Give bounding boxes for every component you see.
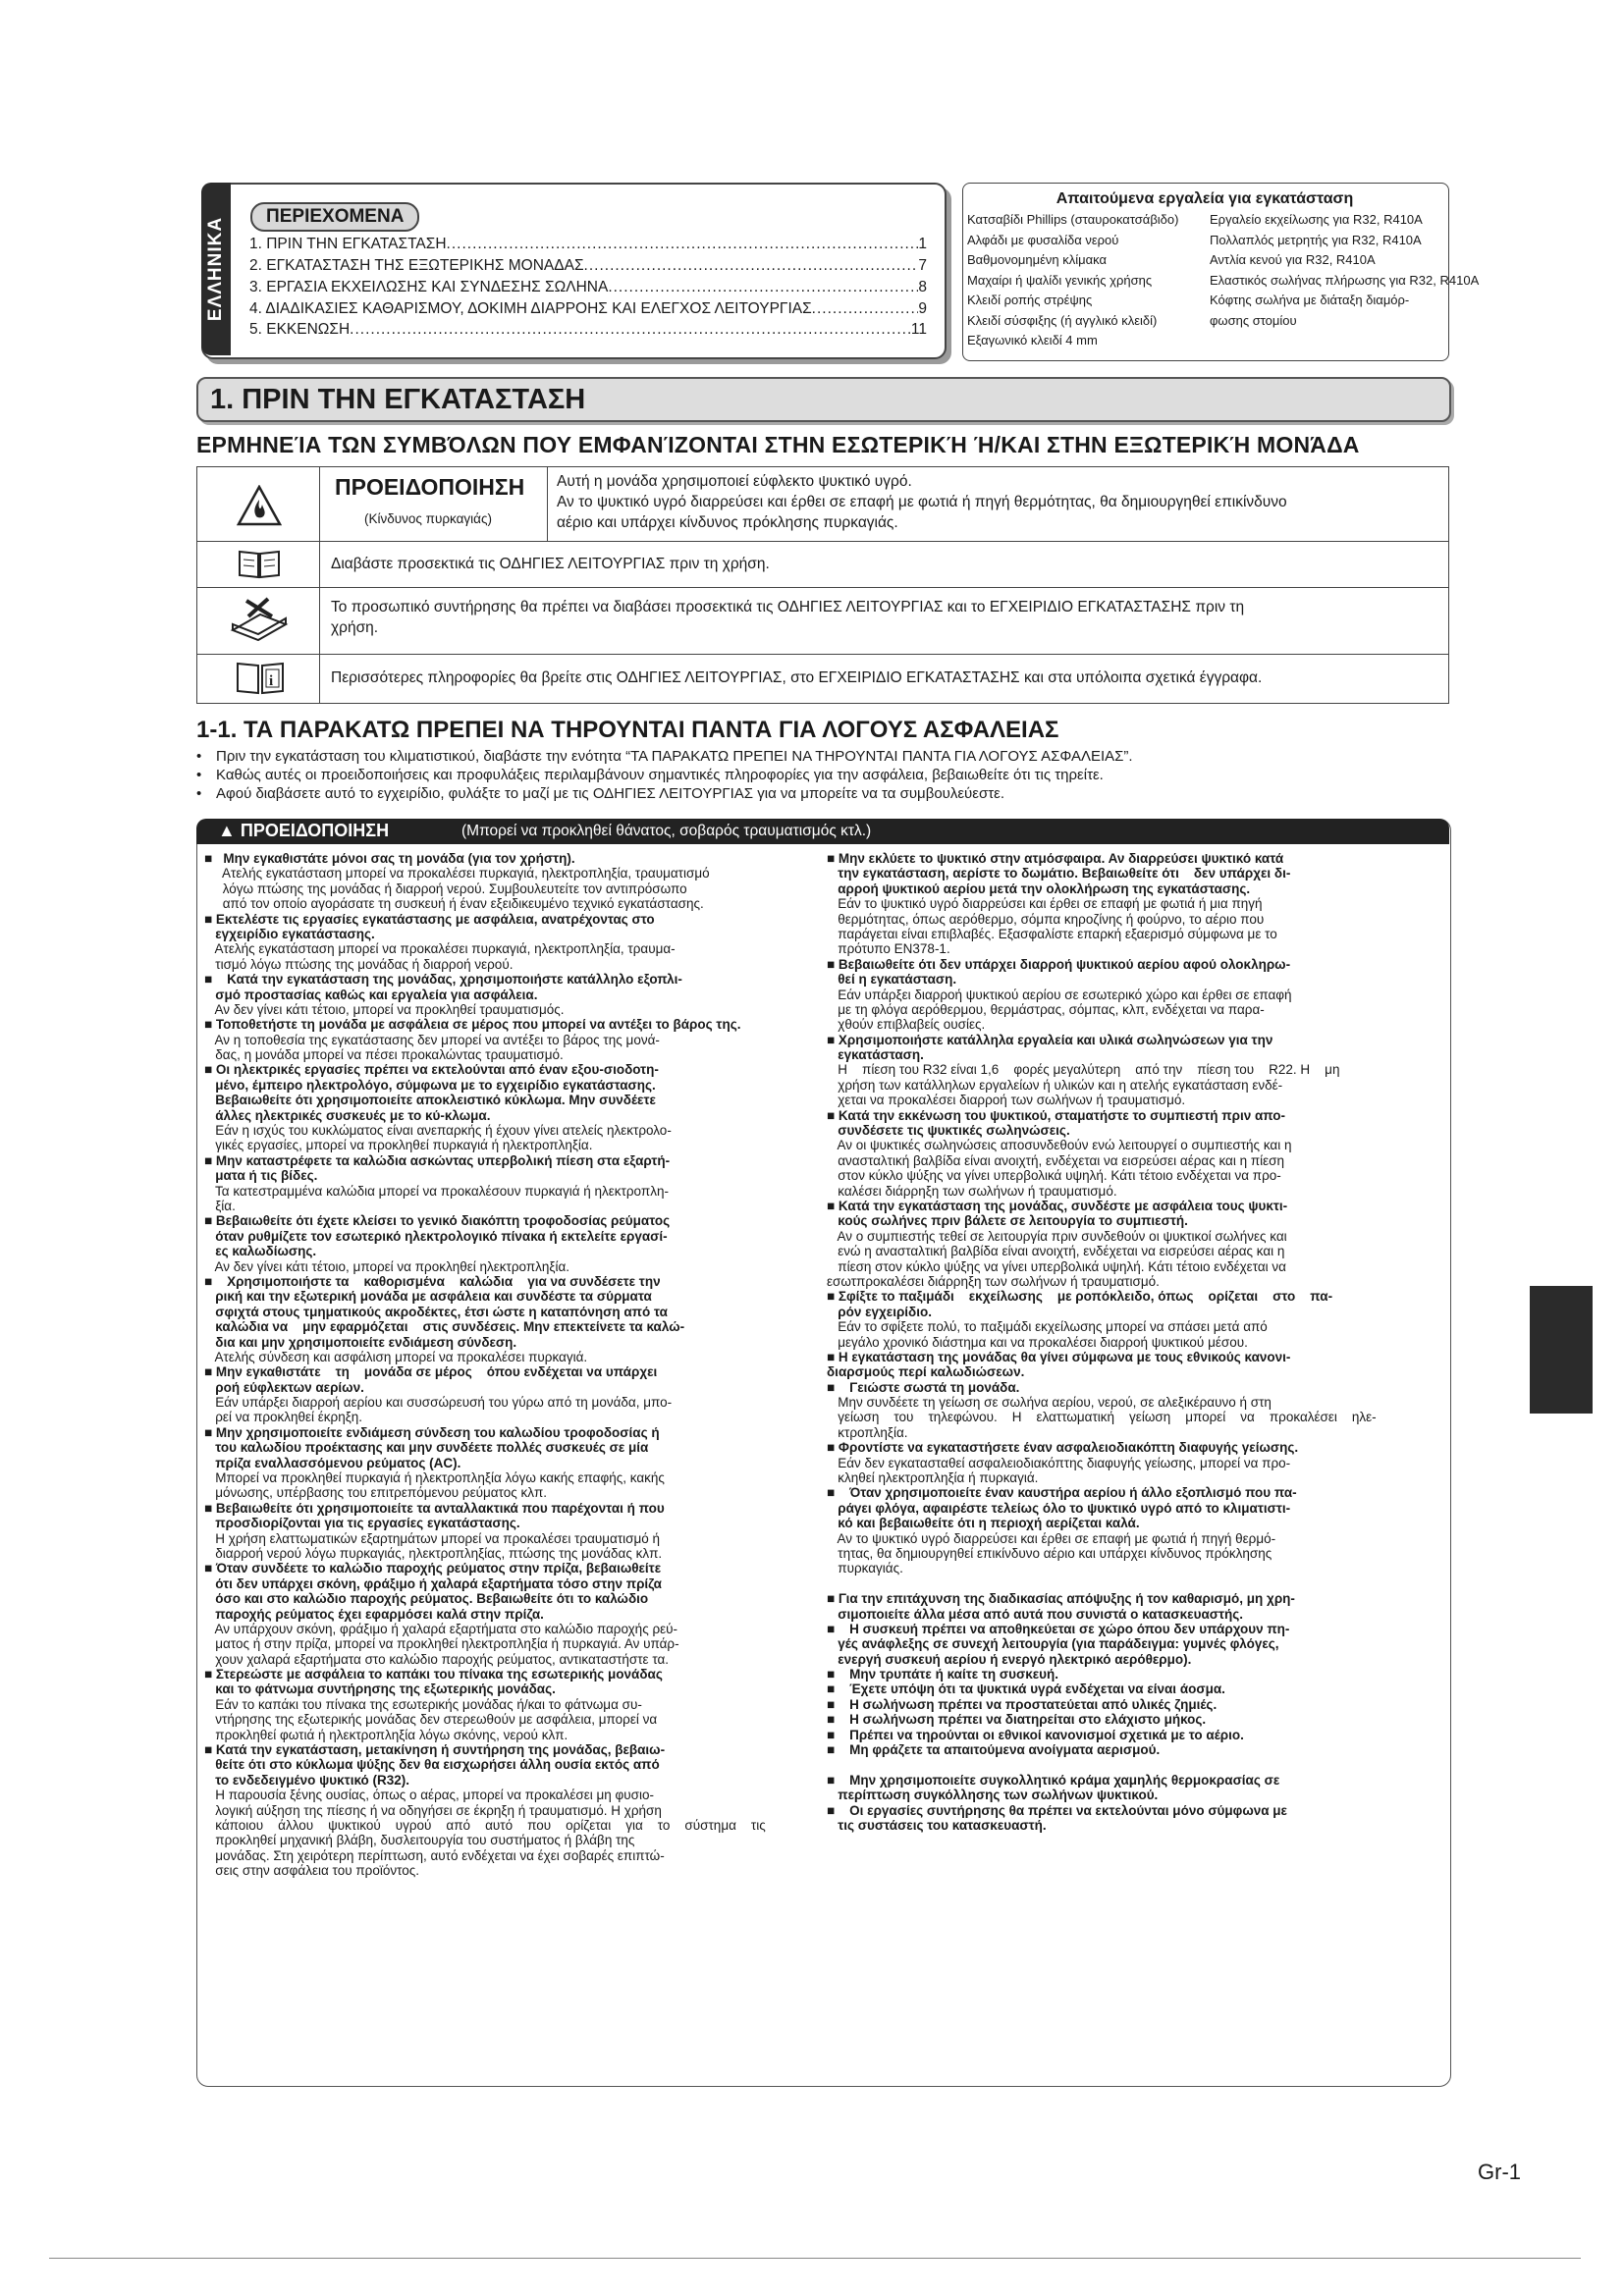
warning-line: ■ Βεβαιωθείτε ότι χρησιμοποιείτε τα ανταλλακτικά που παρέχονται ή που <box>204 1500 665 1516</box>
warning-line: περίπτωση συγκόλλησης των σωλήνων ψυκτικού. <box>827 1788 1159 1803</box>
warning-line: ■ Βεβαιωθείτε ότι δεν υπάρχει διαρροή ψυκτικού αερίου αφού ολοκληρω- <box>827 956 1291 972</box>
toc-item[interactable]: 2. ΕΓΚΑΤΑΣΤΑΣΗ ΤΗΣ ΕΞΩΤΕΡΙΚΗΣ ΜΟΝΑΔΑΣ ..... 7 <box>249 257 927 275</box>
warning-line: Εάν το καπάκι του πίνακα της εσωτερικής μονάδας ή/και το φάτνωμα συ- <box>204 1696 642 1712</box>
warning-line: ρική και την εξωτερική μονάδα με ασφάλεια και συνδέστε τα σύρματα <box>204 1289 652 1305</box>
safety-section-title: 1-1. ΤΑ ΠΑΡΑΚΑΤΩ ΠΡΕΠΕΙ ΝΑ ΤΗΡΟΥΝΤΑΙ ΠΑΝΤΑ ΓΙΑ ΛΟΓΟΥΣ ΑΣΦΑΛΕΙΑΣ <box>196 717 1059 743</box>
warning-line: ενεργή συσκευή αερίου ή ενεργό ηλεκτρικό αερόθερμο). <box>827 1651 1192 1667</box>
warning-line: προκληθεί φωτιά ή ηλεκτροπληξία λόγω σκόνης, νερού κλπ. <box>204 1727 568 1742</box>
warning-line: κό και βεβαιωθείτε ότι η περιοχή αερίζεται καλά. <box>827 1516 1140 1531</box>
warning-line: δας, η μονάδα μπορεί να πέσει προκαλώντας τραυματισμό. <box>204 1047 564 1063</box>
warning-line: πρότυπο EN378-1. <box>827 941 950 957</box>
tool-item: Πολλαπλός μετρητής για R32, R410A <box>1210 232 1422 247</box>
warning-line: χεται να προκαλέσει διαρροή των σωλήνων ή τραυματισμό. <box>827 1093 1186 1108</box>
warning-line: το ενδεδειγμένο ψυκτικό (R32). <box>204 1772 410 1788</box>
warning-line: Ατελής σύνδεση και ασφάλιση μπορεί να προκαλέσει πυρκαγιά. <box>204 1349 588 1364</box>
warning-line: διαρροή νερού λόγω πυρκαγιάς, ηλεκτροπληξίας, πτώσης της μονάδας κλπ. <box>204 1545 663 1561</box>
warning-line: όταν ρυθμίζετε τον εσωτερικό ηλεκτρολογικό πίνακα ή εκτελείτε εργασί- <box>204 1228 668 1244</box>
warning-line: ■ Βεβαιωθείτε ότι έχετε κλείσει το γενικό διακόπτη τροφοδοσίας ρεύματος <box>204 1213 671 1229</box>
warning-line: ■ Όταν συνδέετε το καλώδιο παροχής ρεύματος στην πρίζα, βεβαιωθείτε <box>204 1561 662 1576</box>
tools-title: Απαιτούμενα εργαλεία για εγκατάσταση <box>1056 190 1354 207</box>
tool-item: Εργαλείο εκχείλωσης για R32, R410A <box>1210 212 1423 227</box>
warning-line: ■ Μην εγκαθιστάτε τη μονάδα σε μέρος όπου ενδέχεται να υπάρχει <box>204 1364 658 1380</box>
warning-line: κληθεί ηλεκτροπληξία ή πυρκαγιά. <box>827 1470 1039 1486</box>
section-heading <box>196 377 1451 422</box>
warning-line: προκληθεί μηχανική βλάβη, δυσλειτουργία του συστήματος ή βλάβη της <box>204 1833 635 1848</box>
warning-line: ■ Μη φράζετε τα απαιτούμενα ανοίγματα αερισμού. <box>827 1742 1161 1758</box>
warning-line: τις συστάσεις του κατασκευαστή. <box>827 1818 1047 1833</box>
tools-list-left <box>967 210 1203 351</box>
warning-line: γές ανάφλεξης σε συνεχή λειτουργία (για παράδειγμα: γυμνές φλόγες, <box>827 1636 1279 1652</box>
more-info-text: Περισσότερες πληροφορίες θα βρείτε στις ΟΔΗΓΙΕΣ ΛΕΙΤΟΥΡΓΙΑΣ, στο ΕΓΧΕΙΡΙΔΙΟ ΕΓΚΑΤΑΣΤΑΣΗΣ και στα υπόλοιπα σχετικά έγγραφα. <box>331 669 1263 686</box>
warning-line: Αν ο συμπιεστής τεθεί σε λειτουργία πριν συνδεθούν οι ψυκτικοί σωλήνες και <box>827 1228 1287 1244</box>
warning-line: ■ Χρησιμοποιήστε τα καθορισμένα καλώδια για να συνδέσετε την <box>204 1273 661 1289</box>
warning-line: δια και μην χρησιμοποιείτε ενδιάμεση σύνδεση. <box>204 1334 517 1350</box>
warning-line: παροχής ρεύματος έχει εφαρμόσει καλά στην πρίζα. <box>204 1606 544 1622</box>
warning-column-right <box>827 851 1440 1833</box>
page-number: Gr-1 <box>1478 2160 1521 2184</box>
warning-line: θερμότητας, όπως αερόθερμο, σόμπα κηροζίνης ή φούρνο, το αέριο που <box>827 911 1265 927</box>
toc-item[interactable]: 5. ΕΚΚΕΝΩΣΗ ..... 11 <box>249 321 927 339</box>
warning-line: Εάν υπάρξει διαρροή αερίου και συσσώρευσή του γύρω από τη μονάδα, μπο- <box>204 1395 673 1411</box>
warning-line: συνδέσετε τις ψυκτικές σωληνώσεις. <box>827 1123 1070 1139</box>
warning-line: καλώδια να μην εφαρμόζεται στις συνδέσεις. Μην επεκτείνετε τα καλώ- <box>204 1319 685 1335</box>
warning-line: ■ Τοποθετήστε τη μονάδα με ασφάλεια σε μέρος που μπορεί να αντέξει το βάρος της. <box>204 1017 741 1033</box>
warning-line: ■ Κατά την εγκατάσταση, μετακίνηση ή συντήρηση της μονάδας, βεβαιω- <box>204 1742 666 1758</box>
tool-item: Αντλία κενού για R32, R410A <box>1210 252 1376 267</box>
svg-text:i: i <box>269 673 274 689</box>
warning-line: ■ Μην εγκαθιστάτε μόνοι σας τη μονάδα (για τον χρήστη). <box>204 851 575 866</box>
warning-line: ■ Η σωλήνωση πρέπει να προστατεύεται από υλικές ζημιές. <box>827 1696 1218 1712</box>
warning-line: Εάν υπάρξει διαρροή ψυκτικού αερίου σε εσωτερικό χώρο και έρθει σε επαφή <box>827 987 1292 1002</box>
flammable-warning-icon <box>237 485 282 526</box>
warning-line: ■ Πρέπει να τηρούνται οι εθνικοί κανονισμοί σχετικά με το αέριο. <box>827 1727 1244 1742</box>
toc-page-number: 11 <box>910 321 927 338</box>
manual-book-icon <box>237 548 282 581</box>
warning-line: άλλες ηλεκτρικές συσκευές με το κύ-κλωμα. <box>204 1107 491 1123</box>
warning-line: Η παρουσία ξένης ουσίας, όπως ο αέρας, μπορεί να προκαλέσει μη φυσιο- <box>204 1788 654 1803</box>
warning-line: εγχειρίδιο εγκατάστασης. <box>204 926 375 941</box>
read-instructions-text: Διαβάστε προσεκτικά τις ΟΔΗΓΙΕΣ ΛΕΙΤΟΥΡΓΙΑΣ πριν τη χρήση. <box>331 556 770 572</box>
warning-line: κούς σωλήνες πριν βάλετε σε λειτουργία το συμπιεστή. <box>827 1213 1188 1229</box>
warning-line: τητας, θα δημιουργηθεί επικίνδυνο αέριο και υπάρχει κίνδυνος πρόκλησης <box>827 1545 1272 1561</box>
page-side-tab <box>1530 1286 1593 1414</box>
warning-line: ■ Η εγκατάσταση της μονάδας θα γίνει σύμφωνα με τους εθνικούς κανονι- <box>827 1349 1291 1364</box>
warning-line: όσο και στο καλώδιο παροχής ρεύματος. Βεβαιωθείτε ότι το καλώδιο <box>204 1591 649 1607</box>
toc-item[interactable]: 1. ΠΡΙΝ ΤΗΝ ΕΓΚΑΤΑΣΤΑΣΗ ..... 1 <box>249 236 927 253</box>
warning-line: πυρκαγιάς. <box>827 1561 903 1576</box>
warning-line: Βεβαιωθείτε ότι χρησιμοποιείτε αποκλειστικό κύκλωμα. Μην συνδέετε <box>204 1093 656 1108</box>
warning-line: Αν δεν γίνει κάτι τέτοιο, μπορεί να προκληθεί τραυματισμός. <box>204 1001 565 1017</box>
warning-line: παράγεται είναι επιβλαβές. Εξασφαλίστε επαρκή εξαερισμό σύμφωνα με το <box>827 926 1277 941</box>
warning-line: Αν δεν γίνει κάτι τέτοιο, μπορεί να προκληθεί ηλεκτροπληξία. <box>204 1258 570 1274</box>
warning-line: θεί η εγκατάσταση. <box>827 972 957 988</box>
warning-sublabel: (Κίνδυνος πυρκαγιάς) <box>364 511 492 526</box>
warning-line: ■ Φροντίστε να εγκαταστήσετε έναν ασφαλειοδιακόπτη διαφυγής γείωσης. <box>827 1440 1299 1456</box>
service-manual-icon <box>229 595 290 644</box>
warning-line: ξία. <box>204 1198 236 1213</box>
warning-line: σιμοποιείτε άλλα μέσα από αυτά που συνιστά ο κατασκευαστής. <box>827 1606 1244 1622</box>
warning-line: από τον οποίο αγοράσατε τη συσκευή ή έναν εξειδικευμένο τεχνικό εγκατάστασης. <box>204 896 704 912</box>
warning-line: σμό προστασίας καθώς και εργαλεία για ασφάλεια. <box>204 987 538 1002</box>
warning-line: ■ Μην τρυπάτε ή καίτε τη συσκευή. <box>827 1667 1059 1682</box>
warning-line: ■ Η συσκευή πρέπει να αποθηκεύεται σε χώρο όπου δεν υπάρχουν πη- <box>827 1621 1290 1636</box>
tool-item: Βαθμονομημένη κλίμακα <box>967 252 1107 267</box>
warning-line: ■ Εκτελέστε τις εργασίες εγκατάστασης με ασφάλεια, ανατρέχοντας στο <box>204 911 655 927</box>
warning-line: πρίζα εναλλασσόμενου ρεύματος (AC). <box>204 1455 461 1470</box>
language-label: ΕΛΛΗΝΙΚΑ <box>205 216 226 322</box>
toc-page-number: 1 <box>918 236 927 252</box>
info-book-icon <box>235 660 286 697</box>
warning-label: ΠΡΟΕΙΔΟΠΟΙΗΣΗ <box>335 474 525 500</box>
warning-line: ■ Σφίξτε το παξιμάδι εκχείλωσης με ροπόκλειδο, όπως ορίζεται στο πα- <box>827 1289 1333 1305</box>
footer-rule <box>49 2258 1581 2259</box>
tool-item: Κλειδί ροπής στρέψης <box>967 293 1093 307</box>
warning-description: Αυτή η μονάδα χρησιμοποιεί εύφλεκτο ψυκτικό υγρό. Αν το ψυκτικό υγρό διαρρεύσει και έρθει σε επαφή με φωτιά ή πηγή θερμότητας, θα δημιουργηθεί επικίνδυνο αέριο και υπάρχει κίνδυνος πρόκλησης πυρκαγιάς. <box>557 473 1287 531</box>
tool-item: Κατσαβίδι Phillips (σταυροκατσάβιδο) <box>967 212 1179 227</box>
warning-line: μένο, έμπειρο ηλεκτρολόγο, σύμφωνα με το εγχειρίδιο εγκατάστασης. <box>204 1077 656 1093</box>
language-side-tab <box>201 183 231 355</box>
warning-line: λόγω πτώσης της μονάδας ή διαρροή νερού. Συμβουλευτείτε τον αντιπρόσωπο <box>204 881 687 896</box>
warning-line: ■ Κατά την εγκατάσταση της μονάδας, χρησιμοποιήστε κατάλληλο εξοπλι- <box>204 972 682 988</box>
warning-line: ρεί να προκληθεί έκρηξη. <box>204 1410 363 1425</box>
warning-line: Αν το ψυκτικό υγρό διαρρεύσει και έρθει σε επαφή με φωτιά ή πηγή θερμό- <box>827 1530 1276 1546</box>
warning-line: Η χρήση ελαττωματικών εξαρτημάτων μπορεί να προκαλέσει τραυματισμό ή <box>204 1530 661 1546</box>
warning-line: Εάν το ψυκτικό υγρό διαρρεύσει και έρθει σε επαφή με φωτιά ή μια πηγή <box>827 896 1263 912</box>
warning-line: ■ Μην χρησιμοποιείτε συγκολλητικό κράμα χαμηλής θερμοκρασίας σε <box>827 1772 1280 1788</box>
warning-line: σεις στην ασφάλεια του προϊόντος. <box>204 1863 419 1879</box>
warning-line <box>827 1757 1440 1772</box>
warning-line: ■ Κατά την εγκατάσταση της μονάδας, συνδέστε με ασφάλεια τους ψυκτι- <box>827 1198 1288 1213</box>
warning-line: ■ Οι ηλεκτρικές εργασίες πρέπει να εκτελούνται από έναν εξου-σιοδοτη- <box>204 1062 659 1078</box>
warning-line: πίεση στον κύκλο ψύξης να γίνει υπερβολικά υψηλή. Κάτι τέτοιο ενδέχεται να <box>827 1258 1286 1274</box>
warning-line: ες καλωδίωσης. <box>204 1244 317 1259</box>
service-instructions-text: Το προσωπικό συντήρησης θα πρέπει να διαβάσει προσεκτικά τις ΟΔΗΓΙΕΣ ΛΕΙΤΟΥΡΓΙΑΣ και το ΕΓΧΕΙΡΙΔΙΟ ΕΓΚΑΤΑΣΤΑΣΗΣ πριν τη χρήση. <box>331 599 1245 636</box>
warning-line: λογική αύξηση της πίεσης ή να οδηγήσει σε έκρηξη ή τραυματισμό. Η χρήση <box>204 1802 662 1818</box>
warning-line: ■ Έχετε υπόψη ότι τα ψυκτικά υγρά ενδέχεται να είναι άοσμα. <box>827 1682 1225 1697</box>
warning-box-title: ▲ ΠΡΟΕΙΔΟΠΟΙΗΣΗ <box>218 821 390 840</box>
warning-line: Εάν το σφίξετε πολύ, το παξιμάδι εκχείλωσης μπορεί να σπάσει μετά από <box>827 1319 1268 1335</box>
warning-line: ενώ η ανασταλτική βαλβίδα είναι ανοιχτή, ενδέχεται να εισρεύσει αέρας και η <box>827 1244 1285 1259</box>
warning-line: διαρσμούς περί καλωδιώσεων. <box>827 1364 1025 1380</box>
tool-item: Ελαστικός σωλήνας πλήρωσης για R32, R410A <box>1210 272 1480 288</box>
warning-line: χρήση των κατάλληλων εργαλείων ή υλικών και η ατελής εγκατάσταση ενδέ- <box>827 1077 1283 1093</box>
toc-title: ΠΕΡΙΕΧΟΜΕΝΑ <box>250 202 419 232</box>
warning-line: ■ Μην χρησιμοποιείτε ενδιάμεση σύνδεση του καλωδίου τροφοδοσίας ή <box>204 1424 660 1440</box>
warning-line: σφιχτά στους τμηματικούς ακροδέκτες, έτσι ώστε η καταπόνηση από τα <box>204 1304 668 1319</box>
warning-line: ματος ή στην πρίζα, μπορεί να προκληθεί ηλεκτροπληξία ή πυρκαγιά. Αν υπάρ- <box>204 1636 679 1652</box>
toc-item[interactable]: 4. ΔΙΑΔΙΚΑΣΙΕΣ ΚΑΘΑΡΙΣΜΟΥ, ΔΟΚΙΜΗ ΔΙΑΡΡΟΗΣ ΚΑΙ ΕΛΕΓΧΟΣ ΛΕΙΤΟΥΡΓΙΑΣ ..... 9 <box>249 300 927 318</box>
tool-item: Εξαγωνικό κλειδί 4 mm <box>967 333 1098 347</box>
warning-line: του καλωδίου προέκτασης και μην συνδέετε πολλές συσκευές σε μία <box>204 1440 649 1456</box>
warning-line: ■ Για την επιτάχυνση της διαδικασίας απόψυξης ή τον καθαρισμό, μη χρη- <box>827 1591 1295 1607</box>
warning-line: μόνωσης, υπέρβασης του επιτρεπόμενου ρεύματος κλπ. <box>204 1485 548 1501</box>
warning-line: Μην συνδέετε τη γείωση σε σωλήνα αερίου, νερού, σε αλεξικέραυνο ή στη <box>827 1395 1272 1411</box>
warning-line: ■ Γειώστε σωστά τη μονάδα. <box>827 1379 1020 1395</box>
warning-line: Ατελής εγκατάσταση μπορεί να προκαλέσει πυρκαγιά, ηλεκτροπληξία, τραυμα- <box>204 941 676 957</box>
warning-line: ανασταλτική βαλβίδα είναι ανοιχτή, ενδέχεται να εισρεύσει αέρας και η πίεση <box>827 1152 1285 1168</box>
warning-line: ρόν εγχειρίδιο. <box>827 1304 932 1319</box>
symbols-table <box>196 466 1449 704</box>
warning-line: κάποιου άλλου ψυκτικού υγρού από αυτό που ορίζεται για το σύστημα τις <box>204 1818 766 1833</box>
warning-line: αρροή ψυκτικού αερίου μετά την ολοκλήρωση της εγκατάστασης. <box>827 881 1251 896</box>
tool-item: φωσης στομίου <box>1210 312 1297 328</box>
tool-item: Κλειδί σύσφιξης (ή αγγλικό κλειδί) <box>967 312 1158 328</box>
tool-item: Μαχαίρι ή ψαλίδι γενικής χρήσης <box>967 272 1153 288</box>
warning-line: ■ Κατά την εκκένωση του ψυκτικού, σταματήστε το συμπιεστή πριν απο- <box>827 1107 1285 1123</box>
warning-line: μονάδας. Στη χειρότερη περίπτωση, αυτό ενδέχεται να έχει σοβαρές επιπτώ- <box>204 1847 665 1863</box>
warning-line: ■ Μην εκλύετε το ψυκτικό στην ατμόσφαιρα. Αν διαρρεύσει ψυκτικό κατά <box>827 851 1284 866</box>
toc-item[interactable]: 3. ΕΡΓΑΣΙΑ ΕΚΧΕΙΛΩΣΗΣ ΚΑΙ ΣΥΝΔΕΣΗΣ ΣΩΛΗΝΑ ..... 8 <box>249 279 927 296</box>
warning-line: ροή εύφλεκτων αερίων. <box>204 1379 364 1395</box>
warning-line: ■ Χρησιμοποιήστε κατάλληλα εργαλεία και υλικά σωληνώσεων για την <box>827 1032 1273 1047</box>
warning-line: Εάν η ισχύς του κυκλώματος είναι ανεπαρκής ή έχουν γίνει ατελείς ηλεκτρολο- <box>204 1123 672 1139</box>
warning-line: Η πίεση του R32 είναι 1,6 φορές μεγαλύτερη από την πίεση του R22. Η μη <box>827 1062 1340 1078</box>
warning-line: ■ Μην καταστρέφετε τα καλώδια ασκώντας υπερβολική πίεση στα εξαρτή- <box>204 1152 671 1168</box>
warning-line: και το φάτνωμα συντήρησης της εξωτερικής μονάδας. <box>204 1682 556 1697</box>
toc-page-number: 8 <box>918 279 927 295</box>
warning-line: μεγάλο χρονικό διάστημα και να προκαλέσει διαρροή ψυκτικού μέσου. <box>827 1334 1248 1350</box>
warning-line: κτροπληξία. <box>827 1424 908 1440</box>
warning-line: εγκατάσταση. <box>827 1047 924 1063</box>
warning-line: ■ Η σωλήνωση πρέπει να διατηρείται στο ελάχιστο μήκος. <box>827 1712 1207 1728</box>
warning-line: ■ Όταν χρησιμοποιείτε έναν καυστήρα αερίου ή άλλο εξοπλισμό που πα- <box>827 1485 1297 1501</box>
warning-line: Αν η τοποθεσία της εγκατάστασης δεν μπορεί να αντέξει το βάρος της μονά- <box>204 1032 660 1047</box>
warning-line: θείτε ότι στο κύκλωμα ψύξης δεν θα εισχωρήσει άλλη ουσία εκτός από <box>204 1757 660 1773</box>
warning-line: με τη φλόγα αερόθερμου, θερμάστρας, σόμπας, κλπ, ενδέχεται να παρα- <box>827 1001 1265 1017</box>
symbols-heading: ΕΡΜΗΝΕΊΑ ΤΩΝ ΣΥΜΒΌΛΩΝ ΠΟΥ ΕΜΦΑΝΊΖΟΝΤΑΙ ΣΤΗΝ ΕΣΩΤΕΡΙΚΉ Ή/ΚΑΙ ΣΤΗΝ ΕΞΩΤΕΡΙΚΉ ΜΟΝΆΔΑ <box>196 432 1360 457</box>
warning-line: Μπορεί να προκληθεί πυρκαγιά ή ηλεκτροπληξία λόγω κακής επαφής, κακής <box>204 1470 665 1486</box>
warning-line: Αν υπάρχουν σκόνη, φράξιμο ή χαλαρά εξαρτήματα στο καλώδιο παροχής ρεύ- <box>204 1621 678 1636</box>
warning-line: την εγκατάσταση, αερίστε το δωμάτιο. Βεβαιωθείτε ότι δεν υπάρχει δι- <box>827 866 1291 881</box>
warning-line: γείωση του τηλεφώνου. Η ελαττωματική γείωση μπορεί να προκαλέσει ηλε- <box>827 1410 1377 1425</box>
warning-line: χθούν επιβλαβείς ουσίες. <box>827 1017 986 1033</box>
warning-line: εσωτπροκαλέσει διάρρηξη των σωλήνων ή τραυματισμό. <box>827 1273 1160 1289</box>
warning-line: χουν χαλαρά εξαρτήματα στο καλώδιο παροχής ρεύματος, αντικαταστήστε τα. <box>204 1651 670 1667</box>
tools-list-right <box>1210 210 1480 331</box>
warning-line: Ατελής εγκατάσταση μπορεί να προκαλέσει πυρκαγιά, ηλεκτροπληξία, τραυματισμό <box>204 866 710 881</box>
warning-line: τισμό λόγω πτώσης της μονάδας ή διαρροή νερού. <box>204 956 514 972</box>
warning-line: καλέσει διάρρηξη των σωλήνων ή τραυματισμό. <box>827 1183 1117 1199</box>
warning-line: ράγει φλόγα, αφαιρέστε τελείως όλο το ψυκτικό υγρό από το κλιματιστι- <box>827 1500 1291 1516</box>
warning-line: Τα κατεστραμμένα καλώδια μπορεί να προκαλέσουν πυρκαγιά ή ηλεκτροπλη- <box>204 1183 669 1199</box>
toc-page-number: 7 <box>918 257 927 274</box>
warning-line: προσδιορίζονται για τις εργασίες εγκατάστασης. <box>204 1516 520 1531</box>
warning-line: γικές εργασίες, μπορεί να προκληθεί πυρκαγιά ή ηλεκτροπληξία. <box>204 1138 593 1153</box>
warning-line: ■ Οι εργασίες συντήρησης θα πρέπει να εκτελούνται μόνο σύμφωνα με <box>827 1802 1287 1818</box>
tool-item: Αλφάδι με φυσαλίδα νερού <box>967 232 1119 247</box>
warning-line: ■ Στερεώστε με ασφάλεια το καπάκι του πίνακα της εσωτερικής μονάδας <box>204 1667 663 1682</box>
warning-line: ντήρησης της εξωτερικής μονάδας δεν στερεωθούν με ασφάλεια, μπορεί να <box>204 1712 658 1728</box>
warning-box-subtitle: (Μπορεί να προκληθεί θάνατος, σοβαρός τραυματισμός κτλ.) <box>461 823 872 839</box>
warning-column-left <box>204 851 813 1879</box>
warning-line: ότι δεν υπάρχει σκόνη, φράξιμο ή χαλαρά εξαρτήματα τόσο στην πρίζα <box>204 1575 662 1591</box>
warning-line <box>827 1576 1440 1591</box>
tool-item: Κόφτης σωλήνα με διάταξη διαμόρ- <box>1210 293 1410 307</box>
warning-line: στον κύκλο ψύξης να γίνει υπερβολικά υψηλή. Κάτι τέτοιο ενδέχεται να προ- <box>827 1168 1281 1184</box>
warning-line: Αν οι ψυκτικές σωληνώσεις αποσυνδεθούν ενώ λειτουργεί ο συμπιεστής και η <box>827 1138 1292 1153</box>
toc-page-number: 9 <box>918 300 927 317</box>
warning-line: Εάν δεν εγκατασταθεί ασφαλειοδιακόπτης διαφυγής γείωσης, μπορεί να προ- <box>827 1455 1291 1470</box>
section-title: 1. ΠΡΙΝ ΤΗΝ ΕΓΚΑΤΑΣΤΑΣΗ <box>210 384 586 415</box>
warning-line: ματα ή τις βίδες. <box>204 1168 318 1184</box>
